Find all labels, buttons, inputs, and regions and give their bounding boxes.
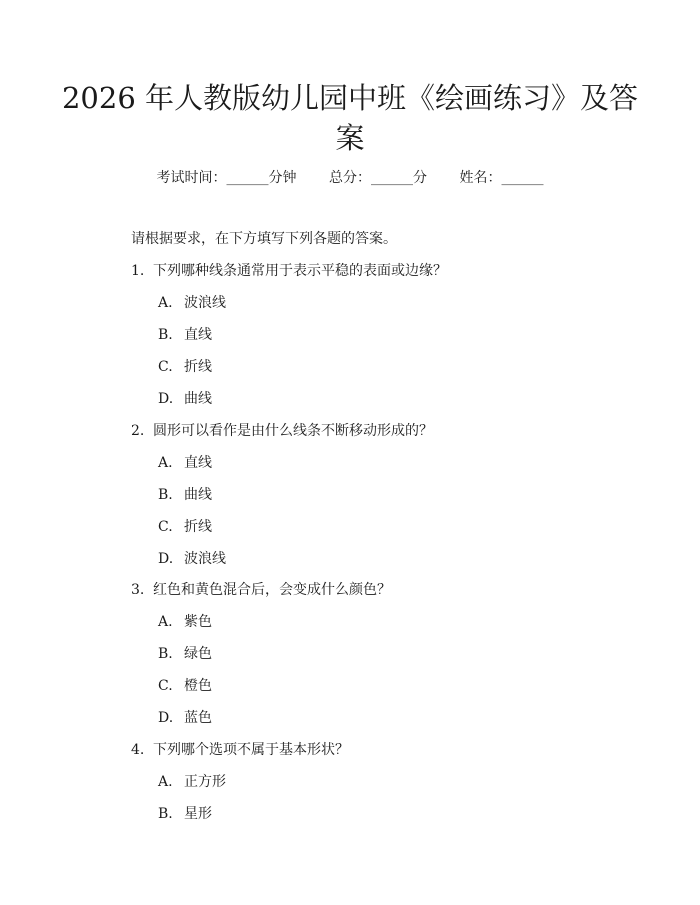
instruction-text: 请根据要求，在下方填写下列各题的答案。 [131,231,397,247]
option-text: 紫色 [184,614,212,630]
option-letter: C. [158,519,173,535]
option-letter: B. [158,646,173,662]
score-unit: 分 [413,170,427,186]
name-blank: ______ [501,170,544,186]
question-2 [131,421,433,441]
exam-meta [0,168,700,188]
student-name [459,168,543,188]
option-text: 星形 [184,806,212,822]
name-label: 姓名： [459,170,502,186]
option-letter: B. [158,806,173,822]
time-label: 考试时间： [156,170,227,186]
option-letter: D. [158,391,174,407]
question-2-option-d [158,549,226,569]
option-letter: A. [158,455,173,471]
option-letter: A. [158,774,173,790]
option-text: 波浪线 [184,295,226,311]
option-letter: B. [158,487,173,503]
option-text: 曲线 [184,391,212,407]
option-letter: D. [158,551,174,567]
total-score [329,168,427,188]
option-letter: D. [158,710,174,726]
score-blank: ______ [371,170,413,186]
question-text: 红色和黄色混合后，会变成什么颜色？ [153,582,391,598]
time-unit: 分钟 [268,170,297,186]
question-4-option-a [158,772,226,792]
option-letter: C. [158,678,173,694]
page-title [60,78,640,158]
question-1-option-d [158,389,212,409]
question-3-option-b [158,644,212,664]
exam-time [157,168,297,188]
title-line-2: 案 [335,121,365,155]
option-letter: B. [158,327,173,343]
question-3-option-d [158,708,212,728]
question-2-option-a [158,453,212,473]
question-text: 下列哪个选项不属于基本形状？ [153,742,349,758]
question-4-option-b [158,804,212,824]
option-text: 橙色 [184,678,212,694]
option-letter: A. [158,295,173,311]
option-text: 蓝色 [184,710,212,726]
question-3-option-a [158,612,212,632]
time-blank: ______ [226,170,269,186]
option-text: 正方形 [184,774,226,790]
question-number: 2. [131,423,145,439]
question-2-option-b [158,485,212,505]
option-text: 折线 [184,359,212,375]
question-number: 3. [131,582,145,598]
option-text: 绿色 [184,646,212,662]
option-text: 直线 [184,327,212,343]
option-letter: A. [158,614,173,630]
question-text: 下列哪种线条通常用于表示平稳的表面或边缘？ [153,263,447,279]
question-1-option-a [158,293,226,313]
question-1-option-b [158,325,212,345]
option-text: 波浪线 [184,551,226,567]
option-letter: C. [158,359,173,375]
question-4 [131,740,349,760]
option-text: 直线 [184,455,212,471]
question-1-option-c [158,357,212,377]
question-2-option-c [158,517,212,537]
question-text: 圆形可以看作是由什么线条不断移动形成的？ [153,423,433,439]
question-number: 1. [131,263,145,279]
question-number: 4. [131,742,145,758]
question-3-option-c [158,676,212,696]
option-text: 曲线 [184,487,212,503]
question-3 [131,580,391,600]
score-label: 总分： [329,170,371,186]
title-line-1: 2026 年人教版幼儿园中班《绘画练习》及答 [61,81,639,115]
option-text: 折线 [184,519,212,535]
question-1 [131,261,447,281]
